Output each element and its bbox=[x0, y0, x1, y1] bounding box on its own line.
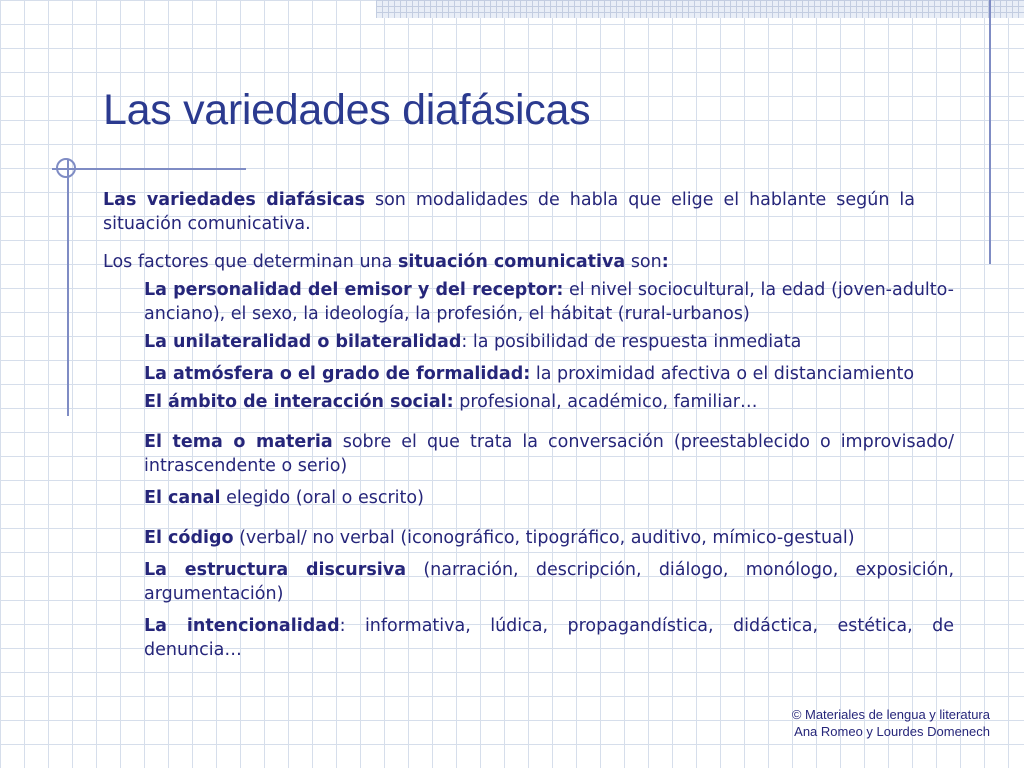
list-item bbox=[144, 362, 954, 386]
factor-title: El tema o materia bbox=[144, 432, 333, 452]
header-decoration bbox=[376, 0, 1024, 18]
factors-colon: : bbox=[661, 252, 669, 272]
factor-text: : informativa, lúdica, propagandística, didáctica, estética, de denuncia… bbox=[144, 616, 954, 660]
factor-text: elegido (oral o escrito) bbox=[220, 488, 424, 508]
factor-title: La atmósfera o el grado de formalidad: bbox=[144, 364, 531, 384]
factor-text: (narración, descripción, diálogo, monólogo, exposición, argumentación) bbox=[144, 560, 955, 604]
factor-title: El canal bbox=[144, 488, 221, 508]
right-accent-line bbox=[989, 0, 991, 264]
footer-copyright: © Materiales de lengua y literatura bbox=[791, 707, 990, 722]
factors-bold: situación comunicativa bbox=[397, 252, 626, 272]
intro-paragraph bbox=[103, 188, 915, 236]
slide-body bbox=[103, 188, 955, 670]
list-item bbox=[144, 558, 954, 606]
list-item bbox=[144, 486, 954, 510]
factors-suffix: son bbox=[625, 252, 662, 272]
factor-text: sobre el que trata la conversación (preestablecido o improvisado/ intrascendente o serio) bbox=[144, 432, 955, 476]
left-accent-line bbox=[67, 160, 69, 416]
footer-credits bbox=[792, 706, 990, 740]
slide-title: Las variedades diafásicas bbox=[103, 86, 591, 134]
factor-title: La personalidad del emisor y del receptor: bbox=[144, 280, 564, 300]
list-item bbox=[144, 278, 954, 326]
footer-authors: Ana Romeo y Lourdes Domenech bbox=[794, 724, 990, 739]
factor-list bbox=[144, 278, 954, 662]
factor-title: La estructura discursiva bbox=[144, 560, 407, 580]
factor-text: el nivel sociocultural, la edad (joven-adulto-anciano), el sexo, la ideología, la profesión, el hábitat (rural-urbanos) bbox=[144, 280, 954, 324]
factor-title: El código bbox=[144, 528, 234, 548]
list-item bbox=[144, 390, 954, 414]
factors-heading bbox=[103, 250, 915, 274]
intro-text: son modalidades de habla que elige el hablante según la situación comunicativa. bbox=[103, 190, 915, 234]
factor-title: La unilateralidad o bilateralidad bbox=[144, 332, 462, 352]
list-item bbox=[144, 614, 954, 662]
list-item bbox=[144, 430, 954, 478]
factor-title: El ámbito de interacción social: bbox=[144, 392, 454, 412]
title-underline bbox=[52, 168, 246, 170]
factor-text: profesional, académico, familiar… bbox=[453, 392, 758, 412]
list-item bbox=[144, 330, 954, 354]
factor-text: la proximidad afectiva o el distanciamiento bbox=[530, 364, 915, 384]
list-item bbox=[144, 526, 954, 550]
factor-text: : la posibilidad de respuesta inmediata bbox=[461, 332, 802, 352]
circle-ornament bbox=[56, 158, 76, 178]
factor-text: (verbal/ no verbal (iconográfico, tipográfico, auditivo, mímico-gestual) bbox=[233, 528, 855, 548]
factors-prefix: Los factores que determinan una bbox=[103, 252, 398, 272]
factor-title: La intencionalidad bbox=[144, 616, 340, 636]
intro-term: Las variedades diafásicas bbox=[103, 190, 365, 210]
